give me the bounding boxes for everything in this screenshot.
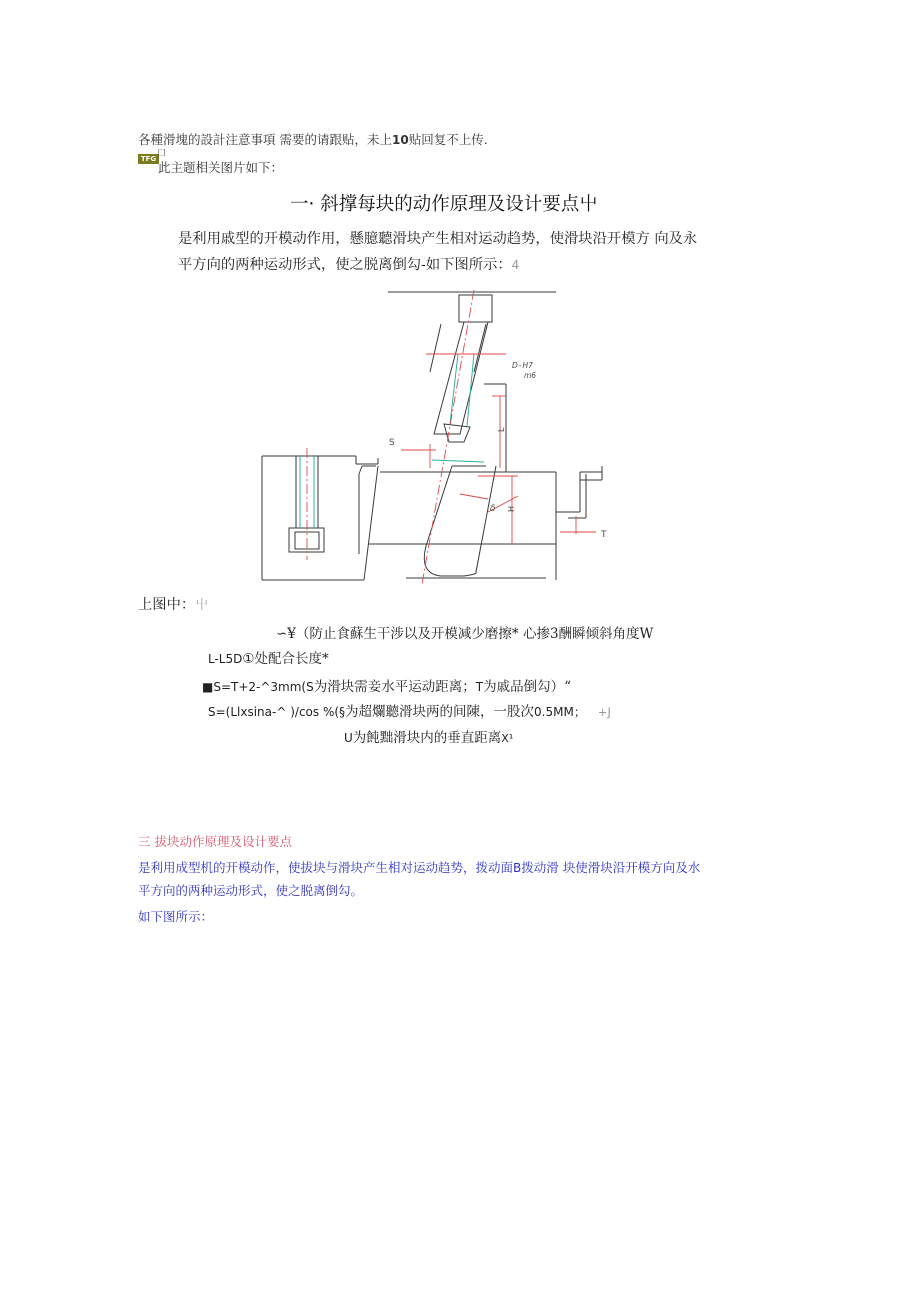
formula-line-4: S=(Llxsina-^ )/cos %(§为超爛聽滑块两的间陳，一股次0.5MM； +J (208, 704, 611, 720)
intro-text-a: 各種滑塊的設計注意事項 需要的请跟贴，未上 (138, 132, 392, 147)
section3-line3: 如下图所示： (138, 909, 214, 924)
h-label: H (507, 505, 516, 512)
section3-heading: 三 拔块动作原理及设计要点 (138, 834, 292, 849)
attachment-mark: 口 (157, 149, 167, 159)
attachment-badge: TFG (138, 154, 159, 164)
section3-line2: 平方向的两种运动形式，使之脱离倒勾。 (138, 883, 364, 898)
section3-line1: 是利用成型机的开模动作，使拔块与滑块产生相对运动趋势，拨动面B拨动滑 块使滑块沿开模方向及水 (138, 860, 701, 875)
section1-line2-tail: 4 (511, 258, 520, 272)
formula-line-3: ■S=T+2-^3mm(S为滑块需妾水平运动距离；T为戚品倒勾）“ (202, 679, 571, 695)
topic-images-line: 此主题相关图片如下： (158, 160, 284, 175)
t-label: T (601, 530, 607, 540)
formula-line-5: U为飩黜滑块内的垂直距离X¹ (344, 730, 514, 746)
fit-h7-label: H7 (522, 361, 533, 370)
fit-m6-label: m6 (524, 371, 537, 380)
intro-text-b: 贴回复不上传. (408, 132, 488, 147)
section1-paragraph (178, 226, 697, 278)
section1-line2: 平方向的两种运动形式，使之脱离倒勾-如下图所示：4 (178, 257, 520, 273)
formula-line-2: L-L5D①处配合长度* (208, 651, 329, 667)
fit-diameter-label: D (512, 361, 518, 370)
delta-label: δ (490, 504, 496, 514)
s-label: S (389, 438, 395, 448)
lifter-diagram (256, 284, 608, 588)
section1-line1: 是利用戚型的开模动作用，懸臆聽滑块产生相对运动趋势，使滑块沿开模方 向及永 (178, 231, 698, 247)
figure-caption: 上图中：屮 (138, 597, 209, 613)
intro-number: 10 (391, 133, 409, 147)
intro-line (138, 130, 488, 148)
l-label: L (497, 427, 506, 432)
svg-text:D-H7: D-H7 (512, 361, 533, 370)
caption-tail: 屮 (195, 598, 209, 613)
section1-heading: 一· 斜撑每块的动作原理及设计要点屮 (290, 194, 598, 215)
formula-line-1: ∽¥（防止食蘇生干涉以及开模减少磨擦* 心掺3酬瞬倾斜角度W (276, 626, 654, 642)
